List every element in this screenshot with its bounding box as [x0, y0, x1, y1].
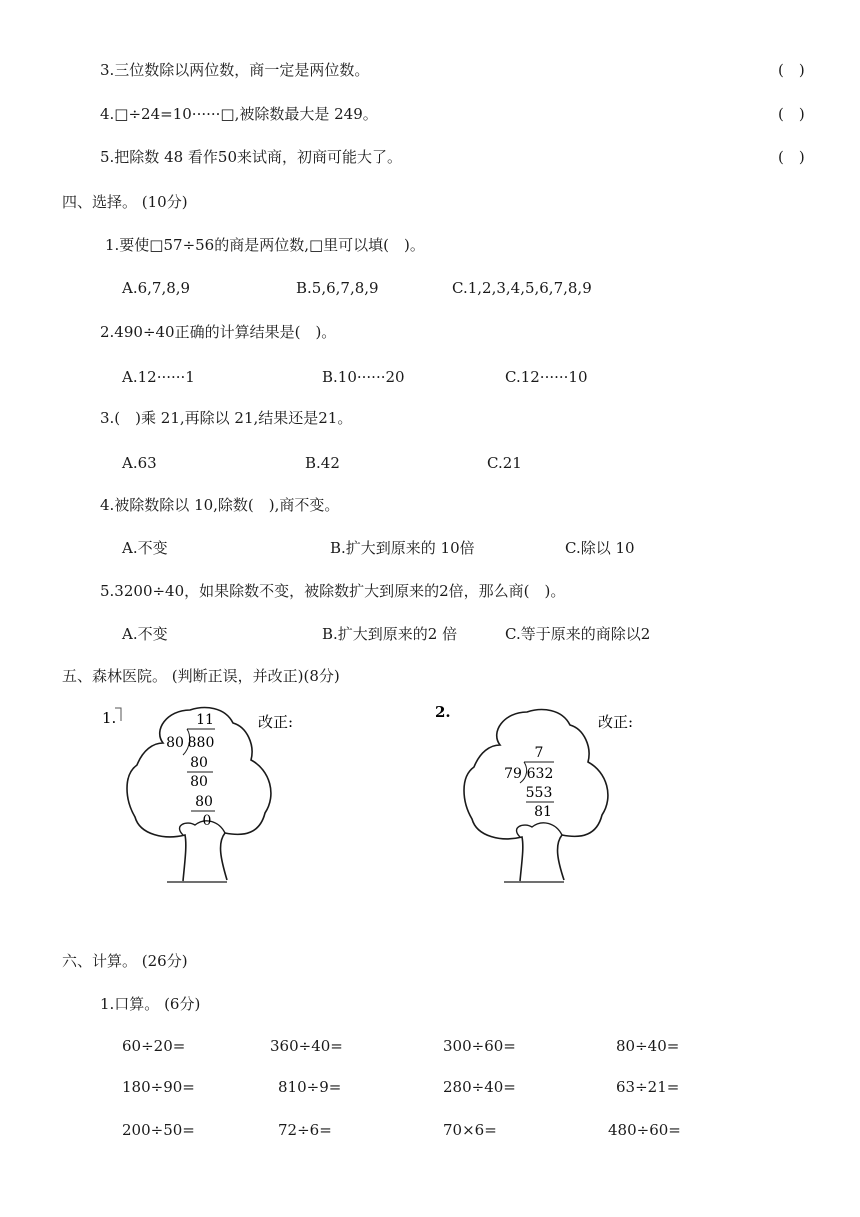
choice-4-option-b[interactable]: B.扩大到原来的 10倍 — [330, 539, 475, 557]
calc-item[interactable]: 72÷6= — [278, 1121, 332, 1139]
calc-item[interactable]: 200÷50= — [122, 1121, 195, 1139]
tree-1-correction-label: 改正: — [258, 713, 294, 731]
hospital-heading: 五、森林医院。 (判断正误，并改正)(8分) — [62, 667, 340, 685]
tree-2-number: 2. — [435, 703, 451, 721]
choice-1-option-a[interactable]: A.6,7,8,9 — [122, 279, 191, 297]
choice-1-option-c[interactable]: C.1,2,3,4,5,6,7,8,9 — [452, 279, 592, 297]
tree-1-divisor: 80 — [166, 735, 184, 751]
tree-1-quotient: 11 — [196, 712, 214, 728]
calc-subheading: 1.口算。 (6分) — [100, 995, 201, 1013]
calc-item[interactable]: 60÷20= — [122, 1037, 186, 1055]
judgment-item-5: 5.把除数 48 看作50来试商，初商可能大了。 — [100, 148, 403, 166]
choice-question-5: 5.3200÷40，如果除数不变，被除数扩大到原来的2倍，那么商( )。 — [100, 582, 566, 600]
choice-3-option-b[interactable]: B.42 — [305, 454, 340, 472]
choice-4-option-c[interactable]: C.除以 10 — [565, 539, 635, 557]
choice-question-2: 2.490÷40正确的计算结果是( )。 — [100, 323, 337, 341]
calc-item[interactable]: 360÷40= — [270, 1037, 343, 1055]
tree-2-quotient: 7 — [534, 745, 544, 761]
tree-1-step-1: 80 — [190, 755, 208, 771]
tree-1-step-2: 80 — [190, 774, 208, 790]
judgment-item-4: 4.□÷24=10······□,被除数最大是 249。 — [100, 105, 378, 123]
judgment-answer-5[interactable]: ( ) — [778, 148, 805, 166]
choice-question-3: 3.( )乘 21,再除以 21,结果还是21。 — [100, 409, 353, 427]
judgment-answer-4[interactable]: ( ) — [778, 105, 805, 123]
choice-2-option-c[interactable]: C.12······10 — [505, 368, 588, 386]
choice-3-option-c[interactable]: C.21 — [487, 454, 522, 472]
choice-2-option-b[interactable]: B.10······20 — [322, 368, 405, 386]
choice-5-option-b[interactable]: B.扩大到原来的2 倍 — [322, 625, 458, 643]
choice-heading: 四、选择。 (10分) — [62, 193, 188, 211]
judgment-item-3: 3.三位数除以两位数，商一定是两位数。 — [100, 61, 370, 79]
calc-heading: 六、计算。 (26分) — [62, 952, 188, 970]
tree-1-step-3: 80 — [195, 794, 213, 810]
tree-1-step-4: 0 — [202, 813, 212, 829]
tree-diagram-1 — [95, 695, 325, 895]
tree-2-step-1: 553 — [525, 785, 553, 801]
calc-item[interactable]: 810÷9= — [278, 1078, 342, 1096]
calc-item[interactable]: 280÷40= — [443, 1078, 516, 1096]
calc-item[interactable]: 63÷21= — [616, 1078, 680, 1096]
choice-2-option-a[interactable]: A.12······1 — [122, 368, 195, 386]
choice-5-option-c[interactable]: C.等于原来的商除以2 — [505, 625, 651, 643]
calc-item[interactable]: 480÷60= — [608, 1121, 681, 1139]
tree-2-step-2: 81 — [534, 804, 552, 820]
choice-3-option-a[interactable]: A.63 — [122, 454, 157, 472]
tree-1-dividend: 880 — [187, 735, 215, 751]
calc-item[interactable]: 180÷90= — [122, 1078, 195, 1096]
tree-2-trunk-top — [517, 823, 562, 837]
choice-question-4: 4.被除数除以 10,除数( ),商不变。 — [100, 496, 340, 514]
choice-5-option-a[interactable]: A.不变 — [122, 625, 168, 643]
tree-2-divisor: 79 — [504, 766, 522, 782]
choice-4-option-a[interactable]: A.不变 — [122, 539, 168, 557]
tree-2-correction-label: 改正: — [598, 713, 634, 731]
calc-item[interactable]: 70×6= — [443, 1121, 497, 1139]
choice-1-option-b[interactable]: B.5,6,7,8,9 — [296, 279, 379, 297]
tree-2-dividend: 632 — [526, 766, 554, 782]
calc-item[interactable]: 80÷40= — [616, 1037, 680, 1055]
tree-diagram-2 — [430, 695, 660, 895]
judgment-answer-3[interactable]: ( ) — [778, 61, 805, 79]
tree-1-number: 1. — [102, 709, 117, 727]
choice-question-1: 1.要使□57÷56的商是两位数,□里可以填( )。 — [105, 236, 425, 254]
calc-item[interactable]: 300÷60= — [443, 1037, 516, 1055]
